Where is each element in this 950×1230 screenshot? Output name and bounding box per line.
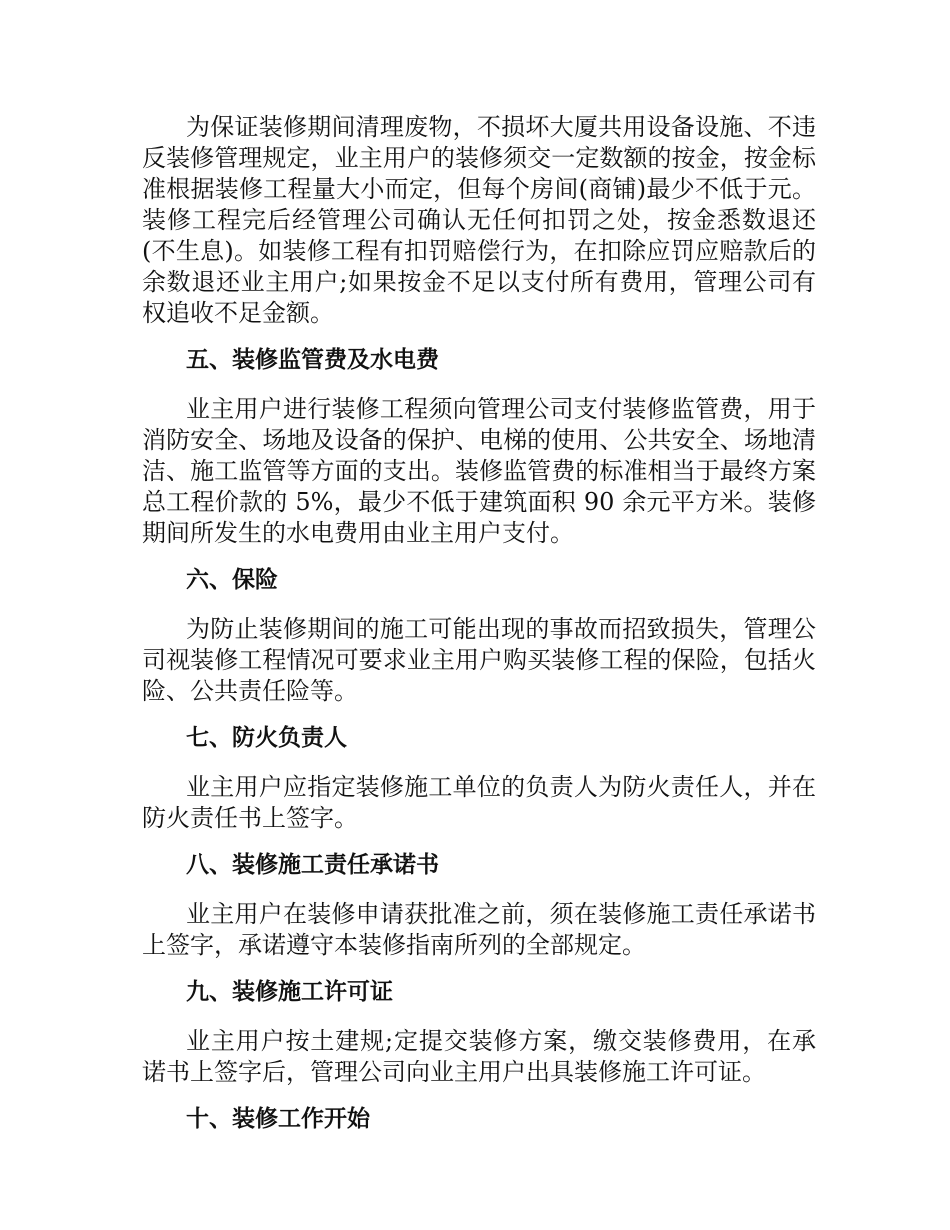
section-body-8: 业主用户在装修申请获批准之前，须在装修施工责任承诺书上签字，承诺遵守本装修指南所列的全部规定。: [142, 900, 816, 959]
section-body-7: 业主用户应指定装修施工单位的负责人为防火责任人，并在防火责任书上签字。: [142, 773, 816, 832]
section-body-6: 为防止装修期间的施工可能出现的事故而招致损失，管理公司视装修工程情况可要求业主用户购买装修工程的保险，包括火险、公共责任险等。: [142, 615, 816, 705]
section-heading-5: 五、装修监管费及水电费: [186, 347, 439, 373]
intro-paragraph: 为保证装修期间清理废物，不损坏大厦共用设备设施、不违反装修管理规定，业主用户的装修须交一定数额的按金，按金标准根据装修工程量大小而定，但每个房间(商铺)最少不低于元。装修工程完后经管理公司确认无任何扣罚之处，按金悉数退还(不生息)。如装修工程有扣罚赔偿行为，在扣除应罚应赔款后的余数退还业主用户;如果按金不足以支付所有费用，管理公司有权追收不足金额。: [142, 113, 816, 327]
section-heading-7: 七、防火负责人: [186, 725, 347, 751]
section-body-5: 业主用户进行装修工程须向管理公司支付装修监管费，用于消防安全、场地及设备的保护、电梯的使用、公共安全、场地清洁、施工监管等方面的支出。装修监管费的标准相当于最终方案总工程价款的 5%，最少不低于建筑面积 90 余元平方米。装修期间所发生的水电费用由业主用户支付。: [142, 395, 816, 547]
document-body: [142, 112, 816, 1153]
section-heading-9: 九、装修施工许可证: [186, 979, 393, 1005]
section-heading-8: 八、装修施工责任承诺书: [186, 852, 439, 878]
section-body-9: 业主用户按土建规;定提交装修方案，缴交装修费用，在承诺书上签字后，管理公司向业主用户出具装修施工许可证。: [142, 1027, 816, 1086]
section-heading-10: 十、装修工作开始: [186, 1106, 370, 1132]
section-heading-6: 六、保险: [186, 567, 278, 593]
